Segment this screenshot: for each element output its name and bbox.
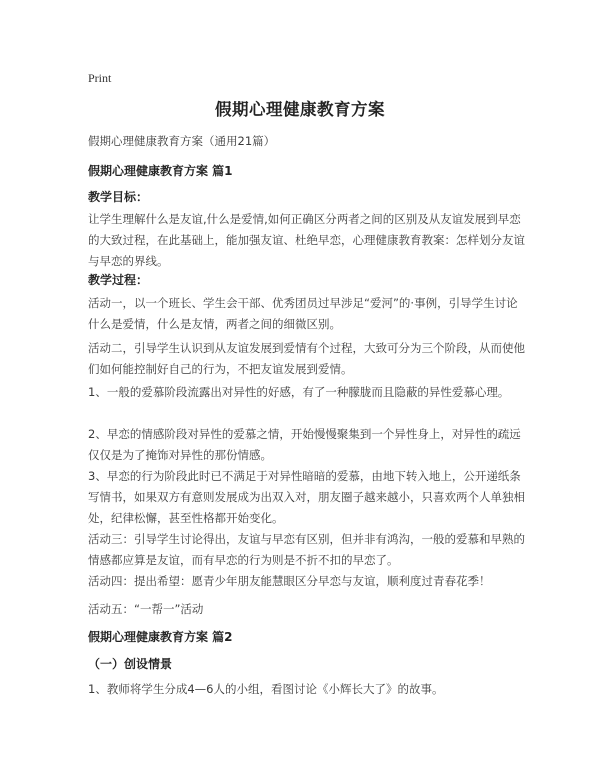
- section1-heading: 假期心理健康教育方案 篇1: [88, 164, 233, 178]
- goals-paragraph: 让学生理解什么是友谊,什么是爱情,如何正确区分两者之间的区别及从友谊发展到早恋的大致过程，在此基础上，能加强友谊、杜绝早恋，心理健康教育教案：怎样划分友谊与早恋的界线。: [88, 212, 525, 268]
- process-heading: 教学过程：: [88, 273, 149, 287]
- page-title: 假期心理健康教育方案: [215, 100, 385, 119]
- activity-1-paragraph: 活动一，以一个班长、学生会干部、优秀团员过早涉足“爱河”的·事例，引导学生讨论什么是爱情，什么是友情，两者之间的细微区别。: [88, 296, 518, 331]
- scenario-heading: （一）创设情景: [88, 657, 173, 671]
- activity-3-paragraph: 活动三：引导学生讨论得出，友谊与早恋有区别，但并非有鸿沟，一般的爱慕和早熟的情感都应算是友谊，而有早恋的行为则是不折不扣的早恋了。: [88, 532, 525, 567]
- print-label[interactable]: Print: [88, 71, 112, 85]
- stage-1-paragraph: 1、一般的爱慕阶段流露出对异性的好感，有了一种朦胧而且隐蔽的异性爱慕心理。: [88, 385, 510, 399]
- subtitle: 假期心理健康教育方案（通用21篇）: [88, 134, 276, 148]
- activity-5-paragraph: 活动五：“一帮一”活动: [88, 602, 204, 616]
- scenario-item-1: 1、教师将学生分成4—6人的小组，看图讨论《小辉长大了》的故事。: [88, 682, 444, 696]
- stage-3-paragraph: 3、早恋的行为阶段此时已不满足于对异性暗暗的爱慕，由地下转入地上，公开递纸条写情书，如果双方有意则发展成为出双入对，朋友圈子越来越小，只喜欢两个人单独相处，纪律松懈，甚至性格都开始变化。: [88, 469, 525, 525]
- section2-heading: 假期心理健康教育方案 篇2: [88, 630, 233, 644]
- activity-4-paragraph: 活动四：提出希望：愿青少年朋友能慧眼区分早恋与友谊，顺利度过青春花季！: [88, 574, 491, 588]
- activity-2-paragraph: 活动二，引导学生认识到从友谊发展到爱情有个过程，大致可分为三个阶段，从而使他们如何能控制好自己的行为，不把友谊发展到爱情。: [88, 341, 525, 376]
- goals-heading: 教学目标：: [88, 190, 149, 204]
- stage-2-paragraph: 2、早恋的情感阶段对异性的爱慕之情，开始慢慢聚集到一个异性身上，对异性的疏远仅仅是为了掩饰对异性的那份情感。: [88, 427, 521, 462]
